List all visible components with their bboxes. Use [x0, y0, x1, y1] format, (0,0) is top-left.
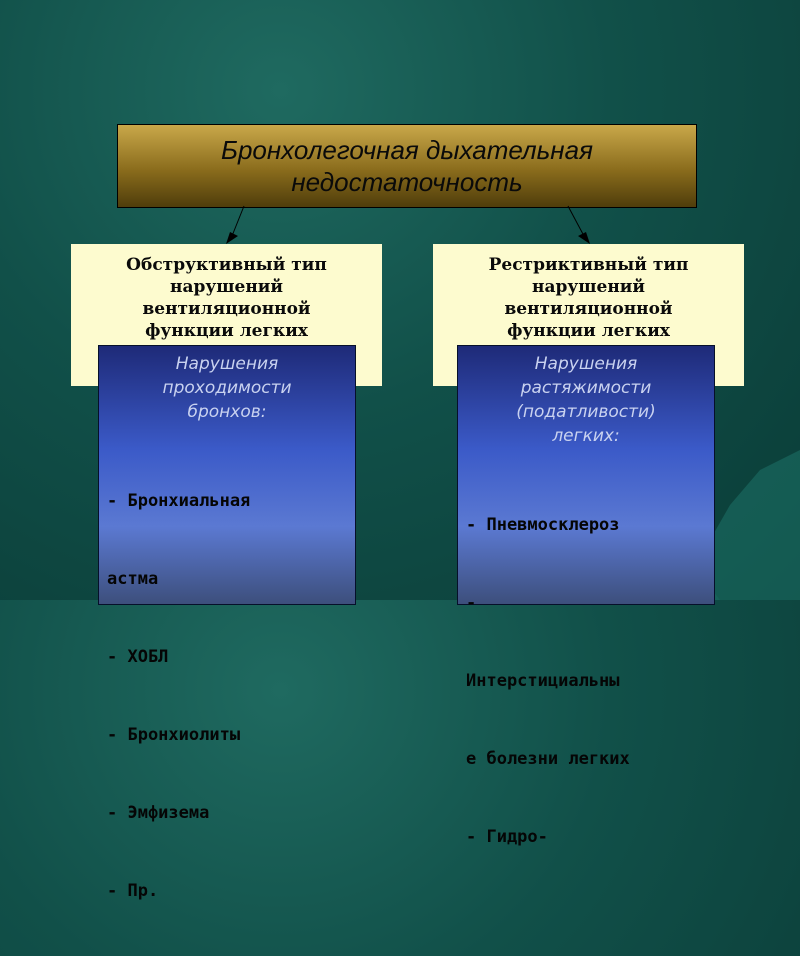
detail-heading-line: Нарушения	[175, 354, 279, 374]
list-item: - Бронхиальная	[107, 491, 251, 511]
list-item: - Гидро-	[466, 827, 548, 847]
list-item: - Бронхиолиты	[107, 725, 241, 745]
detail-heading-line: легких:	[552, 426, 620, 446]
detail-heading-line: растяжимости	[520, 378, 652, 398]
main-title-line: недостаточность	[291, 167, 523, 197]
list-item: - Пневмосклероз	[466, 515, 620, 535]
obstructive-type-line: вентиляционной	[142, 299, 311, 319]
restrictive-detail-heading	[466, 352, 706, 448]
arrow-right-icon	[562, 204, 596, 248]
list-item: - Пр.	[107, 881, 159, 901]
obstructive-detail-list	[107, 436, 347, 956]
restrictive-type-line: вентиляционной	[504, 299, 673, 319]
detail-heading-line: (податливости)	[516, 402, 656, 422]
restrictive-detail-box	[457, 345, 715, 847]
list-item: -	[466, 593, 477, 613]
detail-heading-line: проходимости	[162, 378, 292, 398]
obstructive-type-line: нарушений	[170, 277, 283, 297]
list-item: - Эмфизема	[107, 803, 210, 823]
list-item: астма	[107, 569, 159, 589]
list-item: Интерстициальны	[466, 671, 620, 691]
restrictive-type-line: функции легких	[507, 321, 670, 341]
detail-heading-line: бронхов:	[187, 402, 267, 422]
list-item: е болезни легких	[466, 749, 630, 769]
detail-heading-line: Нарушения	[534, 354, 638, 374]
list-item: - ХОБЛ	[107, 647, 169, 667]
arrow-left-icon	[222, 204, 252, 248]
obstructive-detail-heading	[107, 352, 347, 424]
restrictive-type-line: нарушений	[532, 277, 645, 297]
obstructive-type-line: Обструктивный тип	[126, 255, 327, 275]
restrictive-detail-list	[466, 460, 706, 902]
restrictive-type-line: Рестриктивный тип	[488, 255, 689, 275]
main-title-line: Бронхолегочная дыхательная	[221, 135, 593, 165]
main-title-box	[117, 124, 697, 208]
obstructive-detail-box	[98, 345, 356, 901]
obstructive-type-line: функции легких	[145, 321, 308, 341]
